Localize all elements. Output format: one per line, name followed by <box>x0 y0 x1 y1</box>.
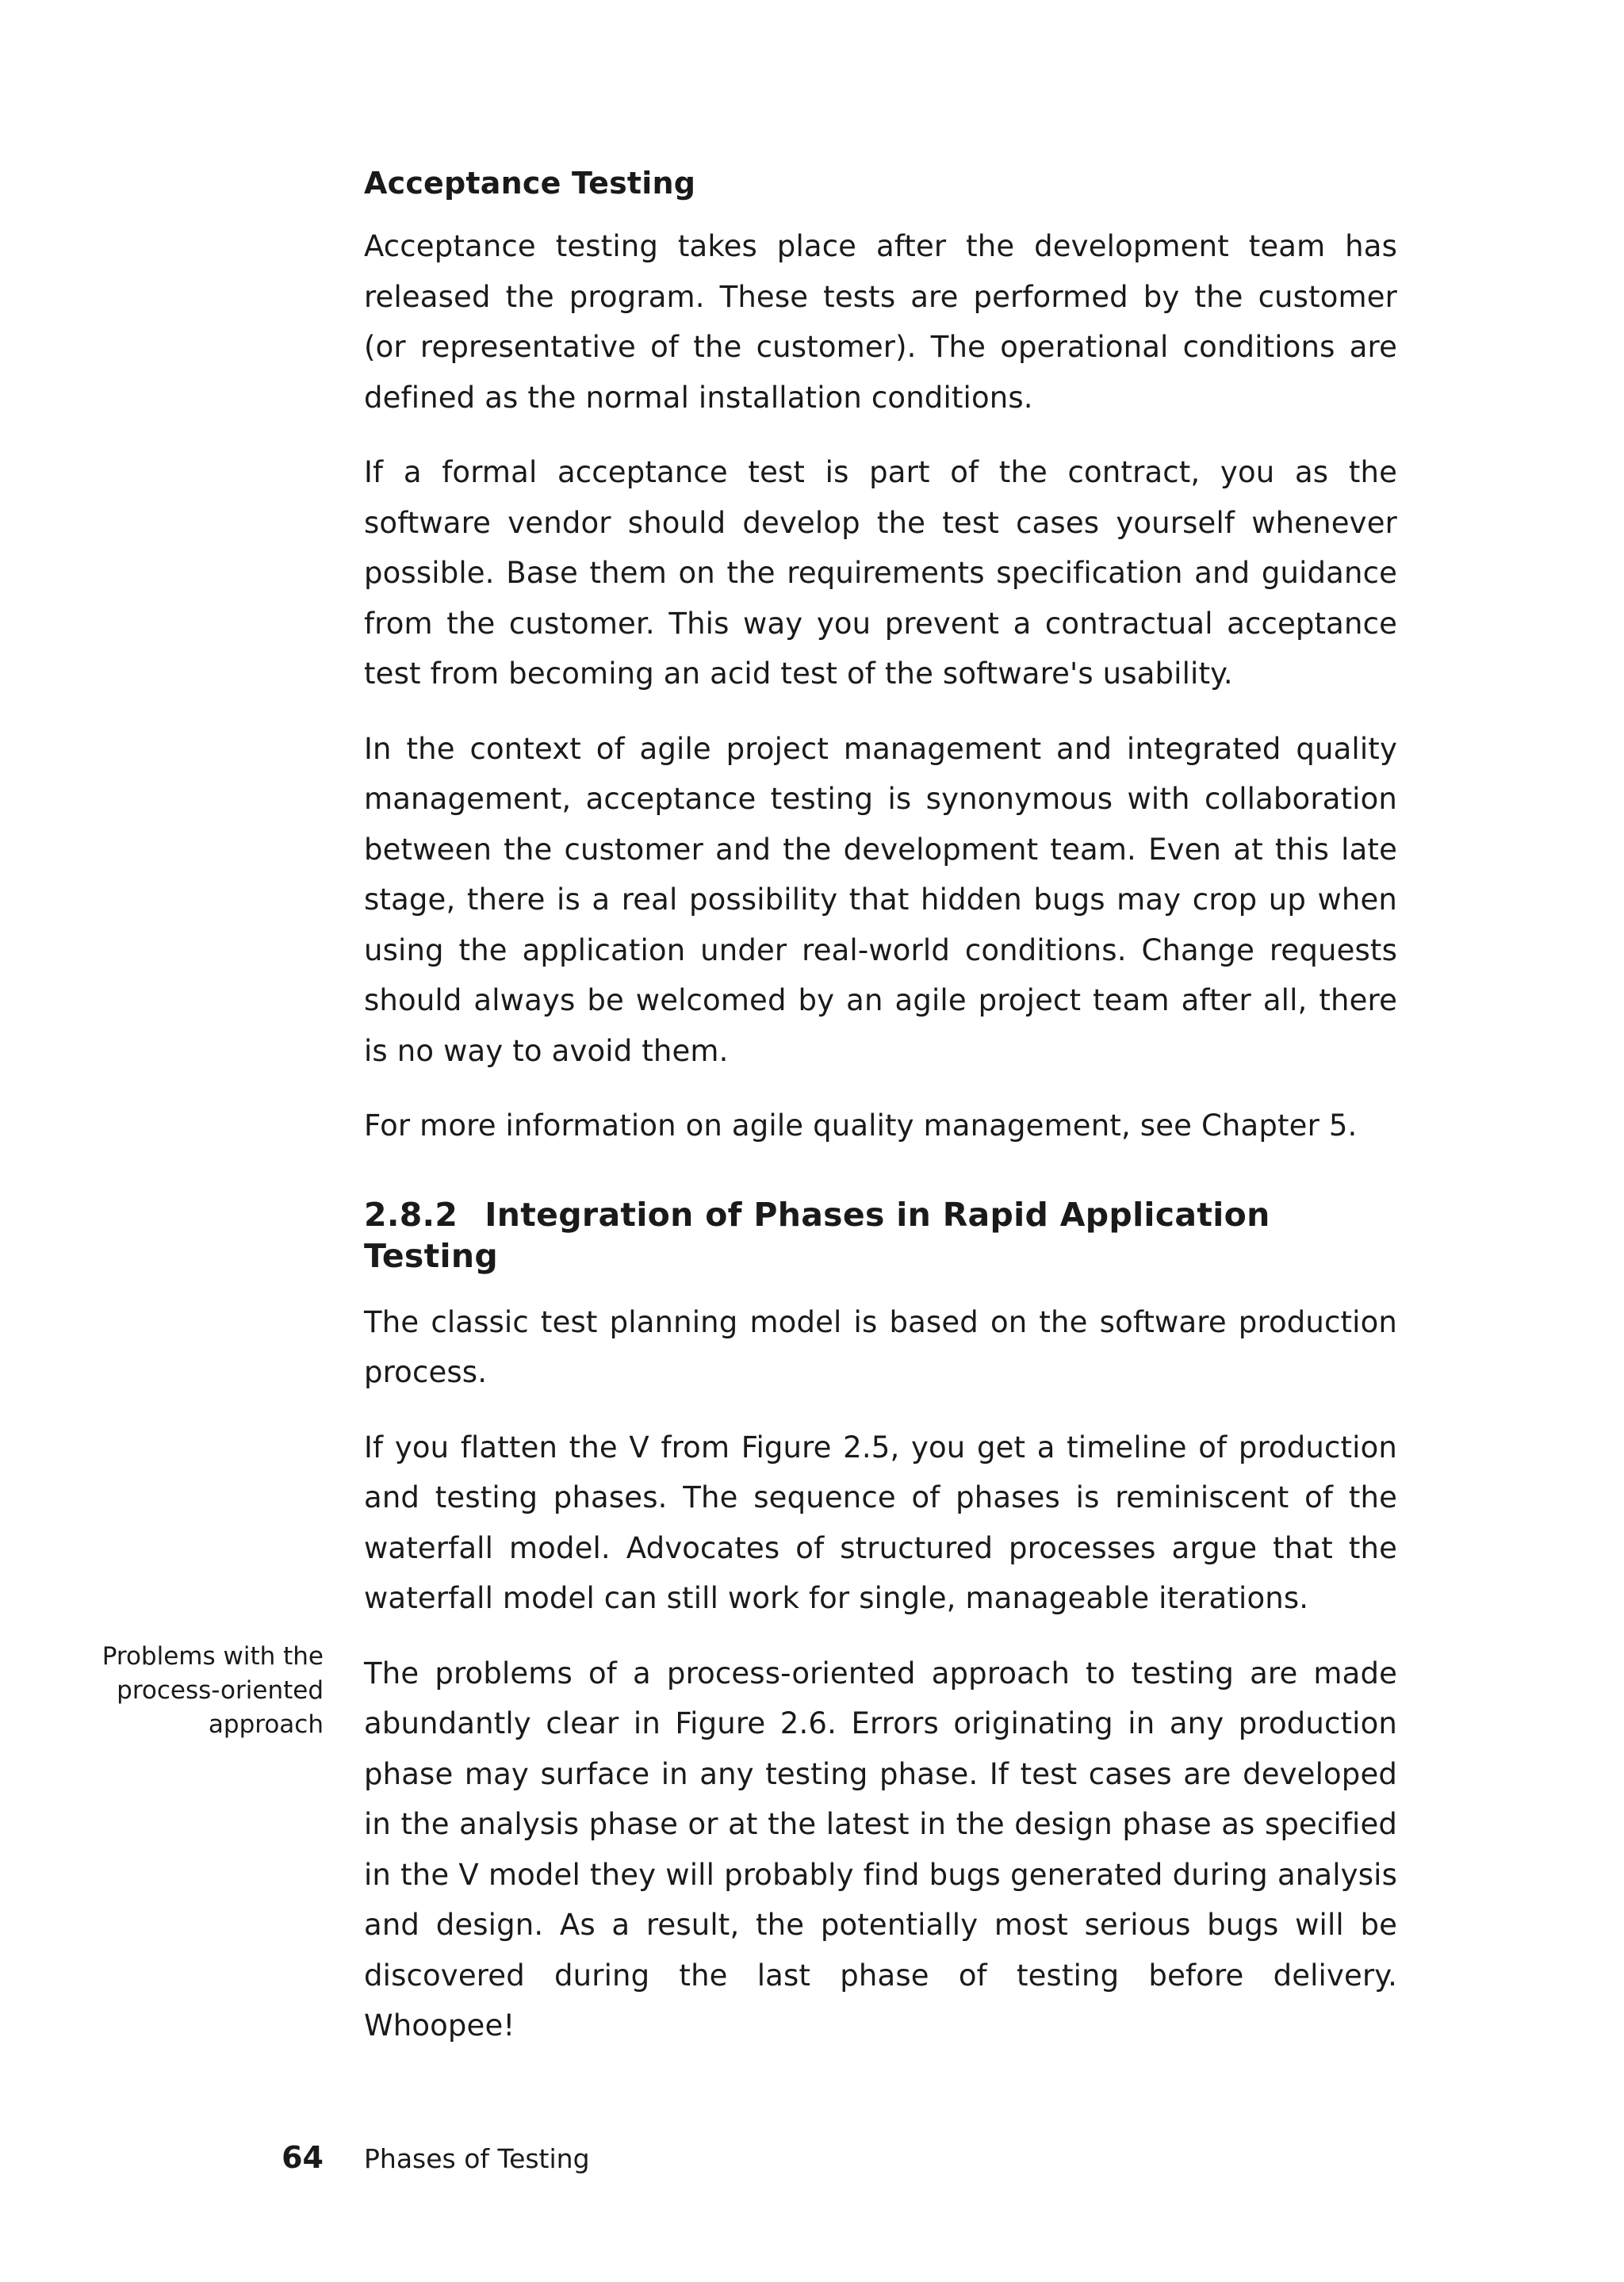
page-footer <box>0 2138 1624 2185</box>
section-title: Integration of Phases in Rapid Application Testing <box>364 1195 1270 1275</box>
paragraph: In the context of agile project management and integrated quality management, acceptance testing is synonymous with collaboration between the customer and the development team. Even at this late stage, there is a real possibility that hidden bugs may crop up when using the application under real-world conditions. Change requests should always be welcomed by an agile project team after all, there is no way to avoid them. <box>364 731 1397 1068</box>
margin-note-line: process-oriented <box>117 1676 324 1705</box>
paragraph: For more information on agile quality management, see Chapter 5. <box>364 1108 1358 1143</box>
main-text-column <box>364 155 1397 2076</box>
section-heading-acceptance-testing: Acceptance Testing <box>364 166 696 201</box>
section-heading-integration-of-phases <box>364 1194 1397 1277</box>
paragraph-problems: The problems of a process-oriented approach to testing are made abundantly clear in Figure 2.6. Errors originating in any production phase may surface in any testing phase. If test cases are developed in the analysis phase or at the latest in the design phase as specified in the V model they will probably find bugs generated during analysis and design. As a result, the potentially most serious bugs will be discovered during the last phase of testing before delivery. Whoopee! <box>364 1656 1397 2043</box>
margin-note-line: approach <box>208 1710 324 1739</box>
section-number: 2.8.2 <box>364 1195 458 1234</box>
paragraph: If you flatten the V from Figure 2.5, you get a timeline of production and testing phases. The sequence of phases is reminiscent of the waterfall model. Advocates of structured processes argue that the waterfall model can still work for single, manageable iterations. <box>364 1430 1397 1615</box>
paragraph: Acceptance testing takes place after the development team has released the program. These tests are performed by the customer (or representative of the customer). The operational conditions are defined as the normal installation conditions. <box>364 229 1397 415</box>
paragraph: The classic test planning model is based on the software production process. <box>364 1304 1397 1389</box>
margin-note <box>38 1640 324 1742</box>
page-number: 64 <box>282 2140 324 2175</box>
paragraph: If a formal acceptance test is part of the contract, you as the software vendor should develop the test cases yourself whenever possible. Base them on the requirements specification and guidance from the customer. This way you prevent a contractual acceptance test from becoming an acid test of the software's usability. <box>364 455 1397 691</box>
margin-note-line: Problems with the <box>102 1642 324 1671</box>
running-title: Phases of Testing <box>364 2143 590 2174</box>
